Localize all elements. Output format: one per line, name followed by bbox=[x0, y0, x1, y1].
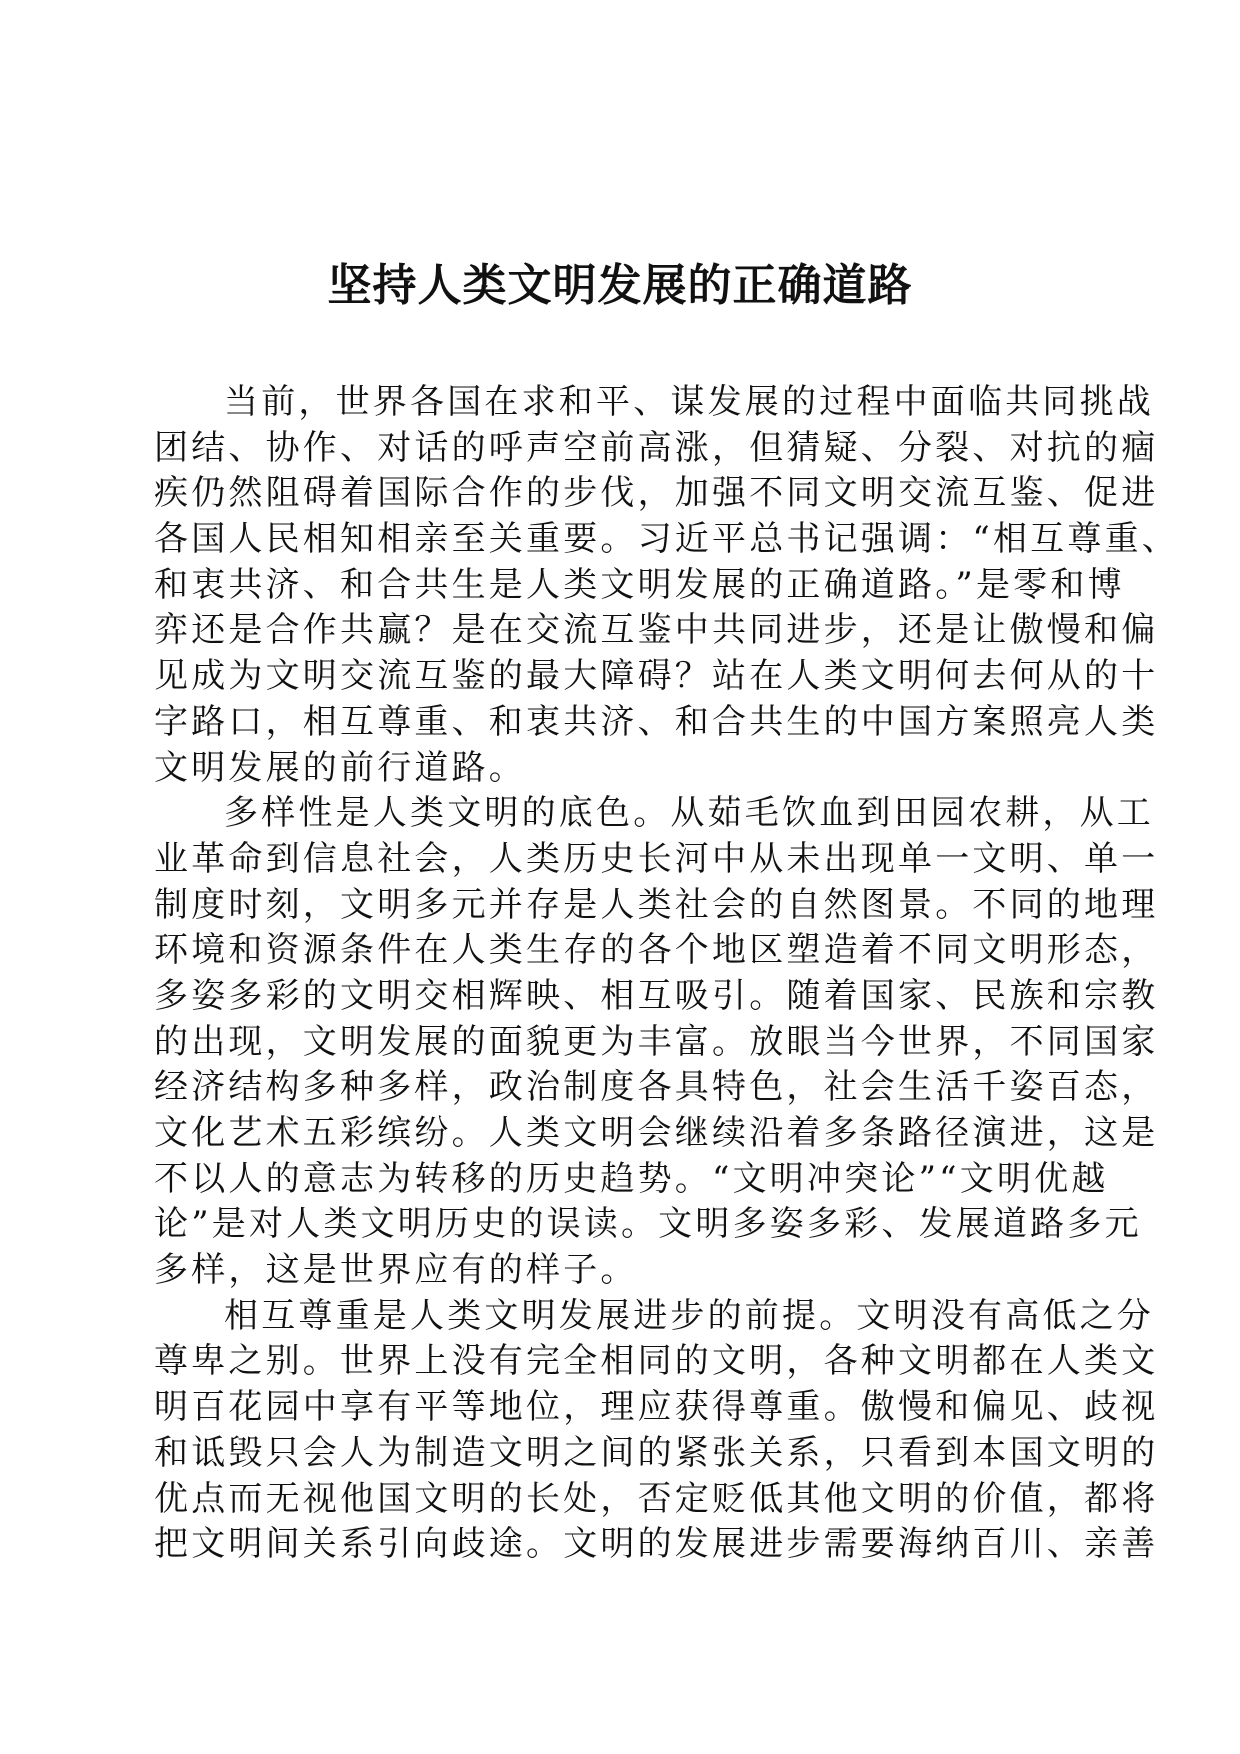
paragraph-3-line-5: 优点而无视他国文明的长处，否定贬低其他文明的价值，都将 bbox=[154, 1478, 1159, 1519]
paragraph-2-line-10: 论”是对人类文明历史的误读。文明多姿多彩、发展道路多元 bbox=[154, 1204, 1142, 1245]
paragraph-1-line-6: 弈还是合作共赢？是在交流互鉴中共同进步，还是让傲慢和偏 bbox=[154, 610, 1159, 651]
paragraph-1-line-1: 当前，世界各国在求和平、谋发展的过程中面临共同挑战 bbox=[224, 382, 1154, 422]
paragraph-2-line-2: 业革命到信息社会，人类历史长河中从未出现单一文明、单一 bbox=[154, 838, 1159, 879]
paragraph-2-line-11: 多样，这是世界应有的样子。 bbox=[154, 1250, 638, 1291]
paragraph-1-line-2: 团结、协作、对话的呼声空前高涨，但猜疑、分裂、对抗的痼 bbox=[154, 427, 1159, 468]
paragraph-3-line-6: 把文明间关系引向歧途。文明的发展进步需要海纳百川、亲善 bbox=[154, 1524, 1159, 1565]
paragraph-2-line-3: 制度时刻，文明多元并存是人类社会的自然图景。不同的地理 bbox=[154, 884, 1159, 925]
paragraph-2-line-1: 多样性是人类文明的底色。从茹毛饮血到田园农耕，从工 bbox=[224, 793, 1154, 834]
paragraph-1-line-5: 和衷共济、和合共生是人类文明发展的正确道路。”是零和博 bbox=[154, 564, 1125, 605]
paragraph-2-line-9: 不以人的意志为转移的历史趋势。“文明冲突论”“文明优越 bbox=[154, 1158, 1109, 1199]
paragraph-2-line-6: 的出现，文明发展的面貌更为丰富。放眼当今世界，不同国家 bbox=[154, 1021, 1159, 1062]
paragraph-3-line-3: 明百花园中享有平等地位，理应获得尊重。傲慢和偏见、歧视 bbox=[154, 1387, 1159, 1428]
paragraph-2-line-5: 多姿多彩的文明交相辉映、相互吸引。随着国家、民族和宗教 bbox=[154, 975, 1159, 1016]
paragraph-1-line-8: 字路口，相互尊重、和衷共济、和合共生的中国方案照亮人类 bbox=[154, 701, 1159, 742]
paragraph-3-line-4: 和诋毁只会人为制造文明之间的紧张关系，只看到本国文明的 bbox=[154, 1432, 1159, 1473]
paragraph-1-line-3: 疾仍然阻碍着国际合作的步伐，加强不同文明交流互鉴、促进 bbox=[154, 473, 1159, 514]
paragraph-3-line-2: 尊卑之别。世界上没有完全相同的文明，各种文明都在人类文 bbox=[154, 1341, 1159, 1382]
paragraph-1-line-9: 文明发展的前行道路。 bbox=[154, 747, 526, 788]
paragraph-1-line-4: 各国人民相知相亲至关重要。习近平总书记强调：“相互尊重、 bbox=[154, 519, 1179, 560]
document-title: 坚持人类文明发展的正确道路 bbox=[327, 260, 913, 311]
paragraph-2-line-4: 环境和资源条件在人类生存的各个地区塑造着不同文明形态， bbox=[154, 930, 1159, 971]
paragraph-2-line-8: 文化艺术五彩缤纷。人类文明会继续沿着多条路径演进，这是 bbox=[154, 1113, 1159, 1153]
document-body bbox=[154, 380, 1179, 1568]
paragraph-2-line-7: 经济结构多种多样，政治制度各具特色，社会生活千姿百态， bbox=[154, 1067, 1159, 1108]
paragraph-1-line-7: 见成为文明交流互鉴的最大障碍？站在人类文明何去何从的十 bbox=[154, 656, 1159, 697]
paragraph-3-line-1: 相互尊重是人类文明发展进步的前提。文明没有高低之分 bbox=[224, 1295, 1154, 1336]
